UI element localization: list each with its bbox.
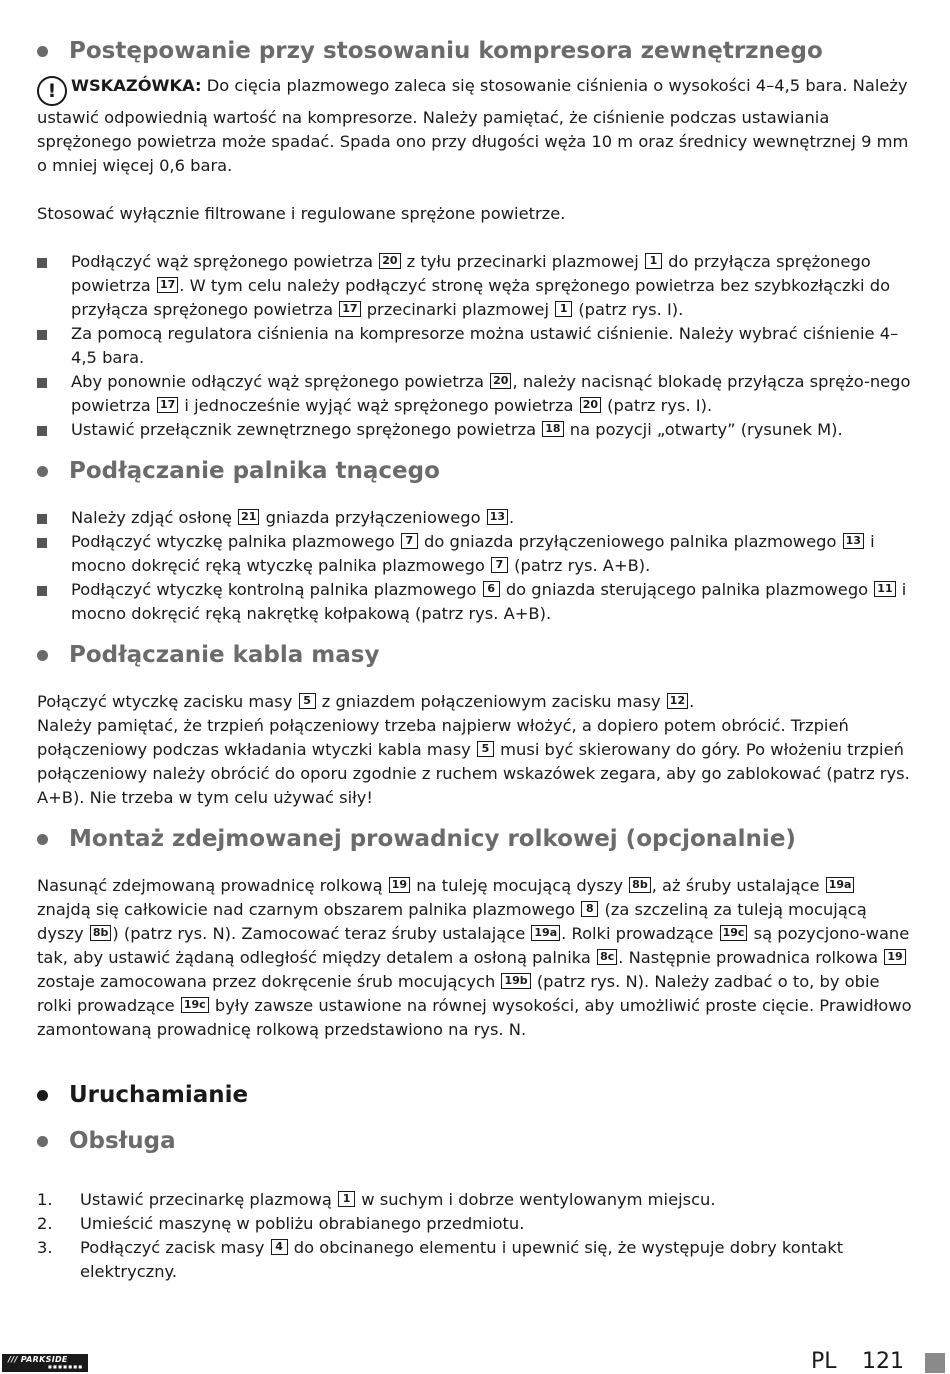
- page-marker-square-icon: [925, 1353, 945, 1373]
- ref-badge: 20: [490, 373, 511, 389]
- ref-badge: 13: [487, 509, 508, 525]
- heading-text: Obsługa: [69, 1128, 176, 1154]
- list-item: Podłączyć wtyczkę kontrolną palnika plazmowego 6 do gniazda sterującego palnika plazmowego 11 i mocno dokręcić ręką nakrętkę kołpakową (patrz rys. A+B).: [37, 578, 913, 626]
- ref-badge: 17: [157, 277, 178, 293]
- bullet-dot-icon: [37, 1136, 48, 1147]
- ref-badge: 19: [884, 949, 905, 965]
- ref-badge: 8: [581, 901, 598, 917]
- note-text: Do cięcia plazmowego zaleca się stosowanie ciśnienia o wysokości 4–4,5 bara. Należy ustawić odpowiednią wartość na kompresorze. Należy pamiętać, że ciśnienie podczas ustawiania sprężonego powietrza może spadać. Spada ono przy długości węża 10 m oraz średnicy wewnętrznej 9 mm o mniej więcej 0,6 bara.: [37, 76, 909, 175]
- list-item: 3. Podłączyć zacisk masy 4 do obcinanego elementu i upewnić się, że występuje dobry kontakt elektryczny.: [37, 1238, 844, 1281]
- ref-badge: 8b: [90, 925, 112, 941]
- parkside-logo: /// PARKSIDE ■ ■ ■ ■ ■ ■ ■: [2, 1354, 88, 1372]
- bullet-dot-icon: [37, 466, 48, 477]
- ref-badge: 7: [401, 533, 418, 549]
- ref-badge: 19a: [531, 925, 560, 941]
- square-bullet-icon: [37, 378, 47, 388]
- ref-badge: 19c: [181, 997, 209, 1013]
- list-item: 2. Umieścić maszynę w pobliżu obrabianego przedmiotu.: [37, 1214, 525, 1233]
- ground-cable-paragraph: Połączyć wtyczkę zacisku masy 5 z gniazdem połączeniowym zacisku masy 12 . Należy pamiętać, że trzpień połączeniowy trzeba najpierw włożyć, a dopiero potem obrócić. Trzpień połączeniowy podczas wkładania wtyczki kabla masy 5 musi być skierowany do góry. Po włożeniu trzpień połączeniowy należy obrócić do oporu zgodnie z ruchem wskazówek zegara, aby go zablokować (patrz rys. A+B). Nie trzeba w tym celu używać siły!: [37, 692, 910, 807]
- page-number: 121: [862, 1349, 904, 1374]
- ref-badge: 11: [874, 581, 895, 597]
- heading-text: Montaż zdejmowanej prowadnicy rolkowej (opcjonalnie): [69, 826, 796, 852]
- section-heading-startup: [37, 1080, 913, 1110]
- ref-badge: 20: [580, 397, 601, 413]
- ref-badge: 18: [542, 421, 563, 437]
- language-code: PL: [811, 1349, 837, 1374]
- ref-badge: 19a: [826, 877, 855, 893]
- list-item: 1. Ustawić przecinarkę plazmową 1 w suchym i dobrze wentylowanym miejscu.: [37, 1190, 716, 1209]
- roller-guide-paragraph: Nasunąć zdejmowaną prowadnicę rolkową 19 na tuleję mocującą dyszy 8b , aż śruby ustalające 19a znajdą się całkowicie nad czarnym obszarem palnika plazmowego 8 (za szczeliną za tuleją mocującą dyszy 8b ) (patrz rys. N). Zamocować teraz śruby ustalające 19a . Rolki prowadzące 19c są pozycjono-wane tak, aby ustawić żądaną odległość między detalem a osłoną palnika 8c . Następnie prowadnica rolkowa 19 zostaje zamocowana przez dokręcenie śrub mocujących 19b (patrz rys. N). Należy zadbać o to, by obie rolki prowadzące 19c były zawsze ustawione na równej wysokości, aby umożliwić proste cięcie. Prawidłowo zamontowaną prowadnicę rolkową przedstawiono na rys. N.: [37, 876, 912, 1039]
- heading-text: Postępowanie przy stosowaniu kompresora zewnętrznego: [69, 38, 823, 64]
- bullet-dot-icon: [37, 46, 48, 57]
- ref-badge: 20: [379, 253, 400, 269]
- list-item: Za pomocą regulatora ciśnienia na kompresorze można ustawić ciśnienie. Należy wybrać ciśnienie 4–4,5 bara.: [37, 322, 913, 370]
- bullet-dot-icon: [37, 1090, 48, 1101]
- operation-steps-list: [37, 1188, 913, 1284]
- ref-badge: 12: [667, 693, 688, 709]
- compressor-steps-list: [37, 250, 913, 442]
- torch-steps-list: [37, 506, 913, 626]
- square-bullet-icon: [37, 586, 47, 596]
- note-paragraph: [37, 74, 913, 178]
- ref-badge: 17: [157, 397, 178, 413]
- ref-badge: 1: [338, 1191, 355, 1207]
- heading-text: Podłączanie palnika tnącego: [69, 458, 440, 484]
- note-label: WSKAZÓWKA:: [71, 76, 202, 95]
- section-heading-external-compressor: [37, 36, 913, 66]
- section-heading-roller-guide: [37, 824, 913, 854]
- ref-badge: 19c: [720, 925, 748, 941]
- ref-badge: 5: [477, 741, 494, 757]
- document-page: [37, 36, 913, 1284]
- heading-text: Uruchamianie: [69, 1082, 249, 1108]
- ref-badge: 19: [389, 877, 410, 893]
- square-bullet-icon: [37, 538, 47, 548]
- exclamation-icon: !: [37, 76, 67, 106]
- ref-badge: 8b: [629, 877, 651, 893]
- square-bullet-icon: [37, 330, 47, 340]
- heading-text: Podłączanie kabla masy: [69, 642, 380, 668]
- section-heading-torch: [37, 456, 913, 486]
- list-item: Podłączyć wtyczkę palnika plazmowego 7 do gniazda przyłączeniowego palnika plazmowego 13 i mocno dokręcić ręką wtyczkę palnika plazmowego 7 (patrz rys. A+B).: [37, 530, 913, 578]
- square-bullet-icon: [37, 258, 47, 268]
- list-item: Należy zdjąć osłonę 21 gniazda przyłączeniowego 13 .: [37, 506, 913, 530]
- bullet-dot-icon: [37, 834, 48, 845]
- ref-badge: 21: [238, 509, 259, 525]
- list-item: Ustawić przełącznik zewnętrznego sprężonego powietrza 18 na pozycji „otwarty” (rysunek M).: [37, 418, 913, 442]
- filtered-air-paragraph: Stosować wyłącznie filtrowane i regulowane sprężone powietrze.: [37, 204, 566, 223]
- square-bullet-icon: [37, 514, 47, 524]
- ref-badge: 5: [299, 693, 316, 709]
- list-item: Aby ponownie odłączyć wąż sprężonego powietrza 20 , należy nacisnąć blokadę przyłącza sprężo-nego powietrza 17 i jednocześnie wyjąć wąż sprężonego powietrza 20 (patrz rys. I).: [37, 370, 913, 418]
- ref-badge: 7: [491, 557, 508, 573]
- ref-badge: 8c: [597, 949, 617, 965]
- ref-badge: 4: [271, 1239, 288, 1255]
- section-heading-operation: [37, 1126, 913, 1156]
- ref-badge: 1: [555, 301, 572, 317]
- ref-badge: 1: [645, 253, 662, 269]
- ref-badge: 13: [843, 533, 864, 549]
- ref-badge: 6: [483, 581, 500, 597]
- list-item: Podłączyć wąż sprężonego powietrza 20 z tyłu przecinarki plazmowej 1 do przyłącza sprężonego powietrza 17 . W tym celu należy podłączyć stronę węża sprężonego powietrza bez szybkozłączki do przyłącza sprężonego powietrza 17 przecinarki plazmowej 1 (patrz rys. I).: [37, 250, 913, 322]
- square-bullet-icon: [37, 426, 47, 436]
- section-heading-ground-cable: [37, 640, 913, 670]
- ref-badge: 19b: [501, 973, 530, 989]
- bullet-dot-icon: [37, 650, 48, 661]
- ref-badge: 17: [339, 301, 360, 317]
